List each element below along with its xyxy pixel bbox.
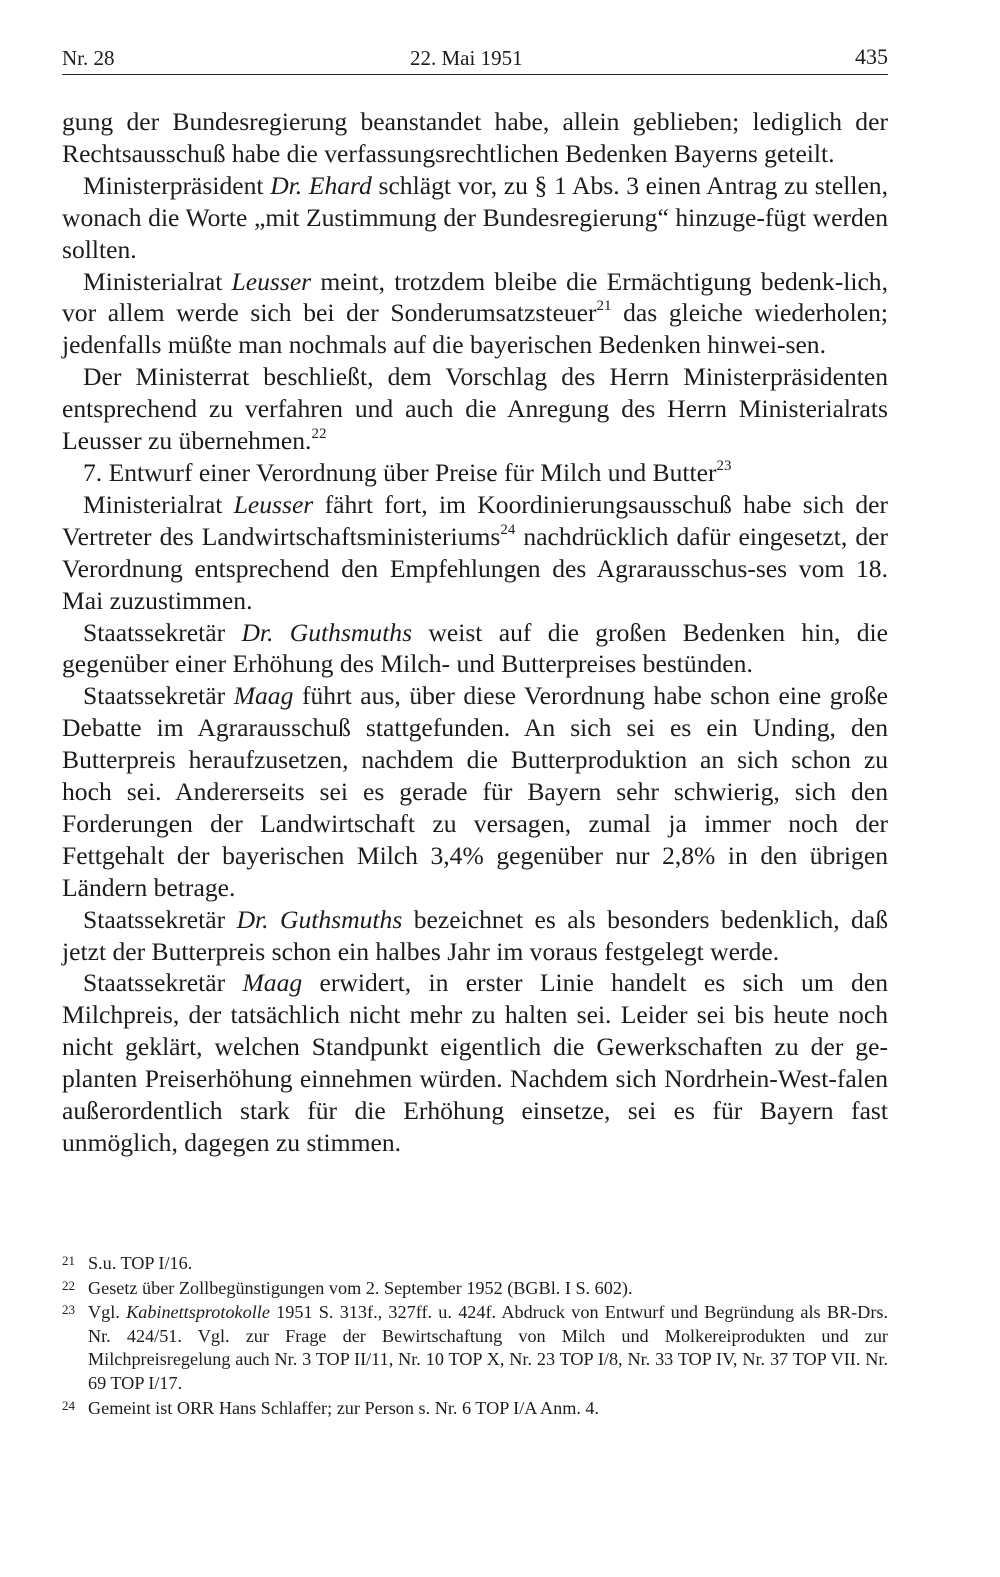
agenda-item-heading: 7. Entwurf einer Verordnung über Preise für Milch und Butter$^{23}$	[83, 457, 732, 487]
footnote-ref: 24	[500, 521, 516, 538]
paragraph: gung der Bundesregierung beanstandet habe, allein geblieben; lediglich der Rechtsausschuß habe die verfassungsrechtlichen Bedenken Bayerns geteilt.	[62, 107, 888, 168]
citation-title: Kabinettsprotokolle	[126, 1302, 270, 1323]
footnote-number: 24	[62, 1397, 75, 1413]
footnote-ref: 23	[716, 457, 732, 474]
paragraph: Ministerialrat Leusser meint, trotzdem bleibe die Ermächtigung bedenk-lich, vor allem werde sich bei der Sonderumsatzsteuer$^{21}$ das gleiche wiederholen; jedenfalls müßte man nochmals auf die bayerischen Bedenken hinwei-sen.	[62, 266, 889, 360]
footnote: 22 Gesetz über Zollbegünstigungen vom 2. September 1952 (BGBl. I S. 602).	[62, 1277, 888, 1301]
main-text	[62, 106, 888, 1159]
footnote-ref: 21	[596, 298, 612, 315]
speaker-name: Leusser	[233, 489, 314, 519]
footnote: 23 Vgl. Kabinettsprotokolle 1951 S. 313f., 327ff. u. 424f. Abdruck von Entwurf und Begründung als BR-Drs. Nr. 424/51. Vgl. zur Frage der Bewirtschaftung von Milch und Molkereiprodukten und zur Milchpreisregelung auch Nr. 3 TOP II/11, Nr. 10 TOP X, Nr. 23 TOP I/8, Nr. 33 TOP IV, Nr. 37 TOP VII. Nr. 69 TOP I/17.	[62, 1301, 888, 1395]
speaker-name: Leusser	[231, 266, 312, 296]
speaker-name: Dr. Guthsmuths	[241, 617, 413, 647]
protocol-number: Nr. 28	[62, 46, 115, 70]
session-date: 22. Mai 1951	[410, 46, 523, 70]
speaker-name: Dr. Guthsmuths	[236, 904, 403, 934]
paragraph: Ministerpräsident Dr. Ehard schlägt vor, zu § 1 Abs. 3 einen Antrag zu stellen, wonach die Worte „mit Zustimmung der Bundesregierung“ hinzuge-fügt werden sollten.	[62, 170, 888, 264]
footnote: 24 Gemeint ist ORR Hans Schlaffer; zur Person s. Nr. 6 TOP I/A Anm. 4.	[62, 1397, 888, 1421]
footnote-number: 22	[62, 1277, 75, 1293]
footnote-number: 23	[62, 1302, 75, 1318]
paragraph: Ministerialrat Leusser fährt fort, im Koordinierungsausschuß habe sich der Vertreter des Landwirtschaftsministeriums$^{24}$ nachdrücklich dafür eingesetzt, der Verordnung entsprechend den Empfehlungen des Agrarausschus-ses vom 18. Mai zuzustimmen.	[62, 489, 888, 615]
footnote-number: 21	[62, 1253, 75, 1268]
footnote: 21 S.u. TOP I/16.	[62, 1252, 888, 1276]
speaker-name: Dr. Ehard	[270, 170, 372, 200]
footnotes	[62, 1252, 888, 1421]
paragraph: Staatssekretär Dr. Guthsmuths bezeichnet es als besonders bedenklich, daß jetzt der Butterpreis schon ein halbes Jahr im voraus festgelegt werde.	[62, 904, 888, 966]
paragraph: Staatssekretär Dr. Guthsmuths weist auf die großen Bedenken hin, die gegenüber einer Erhöhung des Milch- und Butterpreises bestünden.	[62, 617, 889, 679]
paragraph: Staatssekretär Maag erwidert, in erster Linie handelt es sich um den Milchpreis, der tatsächlich nicht mehr zu halten sei. Leider sei bis heute noch nicht geklärt, welchen Standpunkt eigentlich die Gewerkschaften zu der ge-planten Preiserhöhung einnehmen würden. Nachdem sich Nordrhein-West-falen außerordentlich stark für die Erhöhung einsetze, sei es für Bayern fast unmöglich, dagegen zu stimmen.	[62, 968, 888, 1157]
paragraph: Staatssekretär Maag führt aus, über diese Verordnung habe schon eine große Debatte im Agrarausschuß stattgefunden. An sich sei es ein Unding, den Butterpreis heraufzusetzen, nachdem die Butterproduktion an sich schon zu hoch sei. Andererseits sei es gerade für Bayern sehr schwierig, sich den Forderungen der Landwirtschaft zu versagen, zumal ja immer noch der Fettgehalt der bayerischen Milch 3,4% gegenüber nur 2,8% in den übrigen Ländern betrage.	[62, 681, 888, 902]
running-header	[62, 44, 888, 75]
speaker-name: Maag	[233, 681, 294, 711]
footnote-ref: 22	[311, 426, 327, 443]
speaker-name: Maag	[242, 968, 303, 998]
paragraph: Der Ministerrat beschließt, dem Vorschlag des Herrn Ministerpräsidenten entsprechend zu verfahren und auch die Anregung des Herrn Ministerialrats Leusser zu übernehmen.$^{22}$	[62, 362, 888, 456]
page-number: 435	[855, 44, 888, 69]
